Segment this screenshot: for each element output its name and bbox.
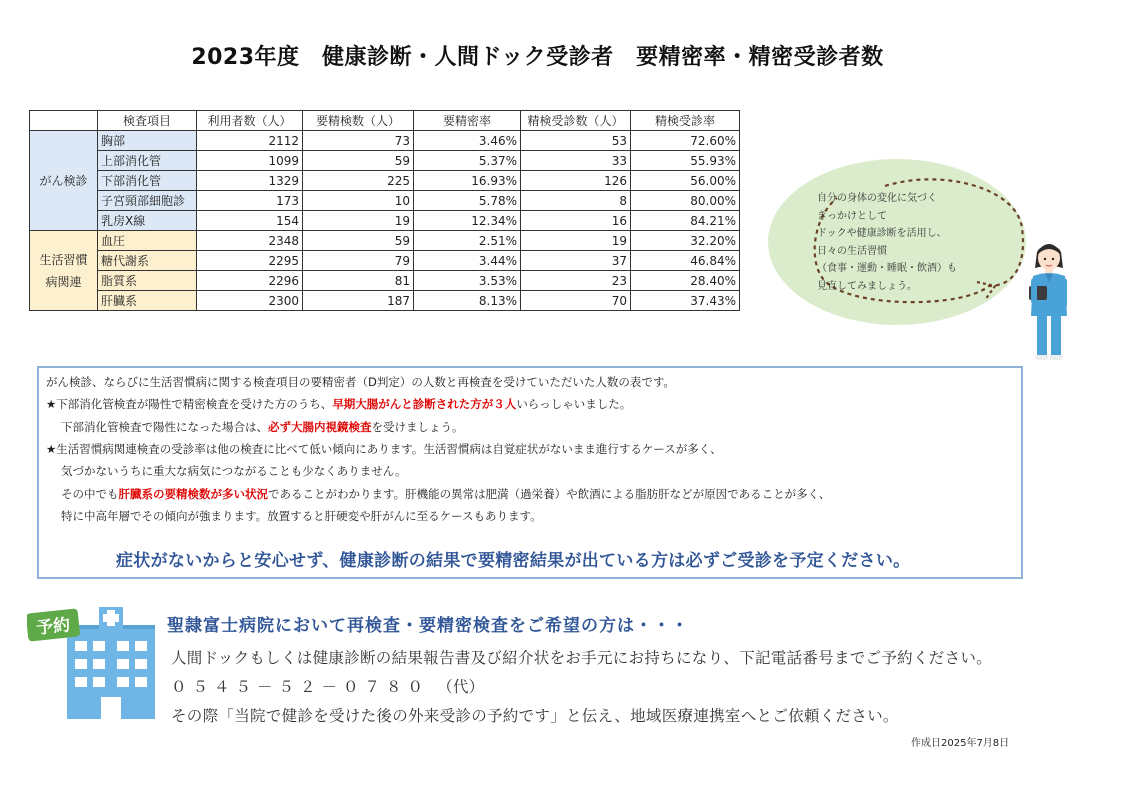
need-rate-cell: 8.13% [414, 291, 521, 311]
exam-cell: 19 [521, 231, 631, 251]
bubble-line: 自分の身体の変化に気づく [817, 193, 937, 204]
need-cell: 187 [303, 291, 414, 311]
note-line-3 [61, 419, 464, 435]
users-cell: 2112 [197, 131, 303, 151]
screening-stats-table [29, 110, 740, 311]
item-cell: 肝臓系 [98, 291, 197, 311]
note-line-2 [46, 396, 631, 412]
need-cell: 19 [303, 211, 414, 231]
exam-cell: 53 [521, 131, 631, 151]
reservation-note: その際「当院で健診を受けた後の外来受診の予約です」と伝え、地域医療連携室へとご依頼ください。 [171, 707, 899, 725]
exam-rate-cell: 84.21% [631, 211, 740, 231]
users-cell: 2296 [197, 271, 303, 291]
need-rate-cell: 2.51% [414, 231, 521, 251]
table-row [30, 131, 740, 151]
exam-cell: 37 [521, 251, 631, 271]
need-cell: 59 [303, 151, 414, 171]
item-cell: 胸部 [98, 131, 197, 151]
bubble-text [817, 190, 1007, 295]
users-cell: 154 [197, 211, 303, 231]
item-cell: 脂質系 [98, 271, 197, 291]
note-text: ★下部消化管検査が陽性で精密検査を受けた方のうち、 [46, 397, 333, 411]
users-cell: 1099 [197, 151, 303, 171]
exam-rate-cell: 32.20% [631, 231, 740, 251]
table-row [30, 211, 740, 231]
note-line-7: 特に中高年層でその傾向が強まります。放置すると肝硬変や肝がんに至るケースもあります。 [61, 509, 542, 523]
table-row [30, 191, 740, 211]
bubble-line: （食事・運動・睡眠・飲酒）も [817, 263, 957, 274]
note-emphasis: 症状がないからと安心せず、健康診断の結果で要精密結果が出ている方は必ずご受診を予定ください。 [116, 551, 911, 571]
note-highlight: 肝臓系の要精検数が多い状況 [118, 487, 268, 501]
exam-cell: 23 [521, 271, 631, 291]
need-rate-cell: 3.44% [414, 251, 521, 271]
table-row [30, 291, 740, 311]
hospital-icon [27, 605, 157, 720]
category-lifestyle [30, 231, 98, 311]
category-lifestyle-line2: 病関連 [45, 274, 82, 289]
item-cell: 乳房X線 [98, 211, 197, 231]
exam-cell: 8 [521, 191, 631, 211]
users-cell: 2300 [197, 291, 303, 311]
header-cell: 要精密率 [414, 111, 521, 131]
need-rate-cell: 16.93% [414, 171, 521, 191]
need-rate-cell: 12.34% [414, 211, 521, 231]
need-cell: 59 [303, 231, 414, 251]
note-text: いらっしゃいました。 [516, 397, 632, 411]
header-cell [30, 111, 98, 131]
phone-suffix: （代） [444, 678, 485, 696]
header-cell: 利用者数（人） [197, 111, 303, 131]
need-cell: 79 [303, 251, 414, 271]
table-row [30, 231, 740, 251]
table-row [30, 151, 740, 171]
item-cell: 下部消化管 [98, 171, 197, 191]
item-cell: 子宮頸部細胞診 [98, 191, 197, 211]
header-cell: 検査項目 [98, 111, 197, 131]
header-cell: 精検受診率 [631, 111, 740, 131]
note-text: であることがわかります。肝機能の異常は肥満（過栄養）や飲酒による脂肪肝などが原因であることが多く、 [268, 487, 831, 501]
page-title: 2023年度 健康診断・人間ドック受診者 要精密率・精密受診者数 [191, 45, 884, 70]
exam-rate-cell: 28.40% [631, 271, 740, 291]
bubble-line: 日々の生活習慣 [817, 245, 887, 257]
note-text: を受けましょう。 [371, 420, 464, 434]
note-text: 下部消化管検査で陽性になった場合は、 [61, 420, 268, 434]
phone-line [171, 675, 484, 697]
reservation-badge: 予約 [35, 615, 72, 639]
exam-rate-cell: 55.93% [631, 151, 740, 171]
need-cell: 73 [303, 131, 414, 151]
item-cell: 上部消化管 [98, 151, 197, 171]
note-line-1: がん検診、ならびに生活習慣病に関する検査項目の要精密者（D判定）の人数と再検査を受けていただいた人数の表です。 [46, 375, 675, 389]
users-cell: 2348 [197, 231, 303, 251]
need-rate-cell: 5.37% [414, 151, 521, 171]
created-date: 作成日2025年7月8日 [911, 738, 1010, 749]
table-row [30, 251, 740, 271]
header-cell: 要精検数（人） [303, 111, 414, 131]
exam-rate-cell: 80.00% [631, 191, 740, 211]
bubble-line: ドックや健康診断を活用し、 [817, 228, 947, 239]
bubble-line: 見直してみましょう。 [817, 280, 917, 292]
users-cell: 2295 [197, 251, 303, 271]
category-lifestyle-line1: 生活習慣 [39, 252, 88, 267]
table-row [30, 171, 740, 191]
need-cell: 10 [303, 191, 414, 211]
need-rate-cell: 5.78% [414, 191, 521, 211]
exam-rate-cell: 72.60% [631, 131, 740, 151]
need-rate-cell: 3.46% [414, 131, 521, 151]
reservation-instruction: 人間ドックもしくは健康診断の結果報告書及び紹介状をお手元にお持ちになり、下記電話番号までご予約ください。 [171, 649, 992, 667]
note-highlight: 必ず大腸内視鏡検査 [268, 420, 372, 434]
need-rate-cell: 3.53% [414, 271, 521, 291]
exam-cell: 126 [521, 171, 631, 191]
note-line-5: 気づかないうちに重大な病気につながることも少なくありません。 [61, 464, 407, 478]
exam-cell: 33 [521, 151, 631, 171]
header-cell: 精検受診数（人） [521, 111, 631, 131]
category-cancer: がん検診 [30, 131, 98, 231]
exam-cell: 16 [521, 211, 631, 231]
table-header-row [30, 111, 740, 131]
users-cell: 1329 [197, 171, 303, 191]
nurse-illustration [1025, 238, 1073, 362]
reservation-title: 聖隷富士病院において再検査・要精密検査をご希望の方は・・・ [167, 616, 689, 636]
exam-rate-cell: 46.84% [631, 251, 740, 271]
item-cell: 糖代謝系 [98, 251, 197, 271]
exam-rate-cell: 37.43% [631, 291, 740, 311]
note-text: その中でも [61, 487, 119, 501]
need-cell: 225 [303, 171, 414, 191]
table-row [30, 271, 740, 291]
exam-cell: 70 [521, 291, 631, 311]
need-cell: 81 [303, 271, 414, 291]
bubble-line: きっかけとして [817, 210, 887, 222]
note-line-6 [61, 486, 830, 502]
note-highlight: 早期大腸がんと診断された方が３人 [332, 397, 517, 411]
note-line-4: ★生活習慣病関連検査の受診率は他の検査に比べて低い傾向にあります。生活習慣病は自覚症状がないまま進行するケースが多く、 [46, 442, 722, 456]
phone-number[interactable]: ０５４５－５２－０７８０ [171, 678, 430, 696]
users-cell: 173 [197, 191, 303, 211]
exam-rate-cell: 56.00% [631, 171, 740, 191]
item-cell: 血圧 [98, 231, 197, 251]
